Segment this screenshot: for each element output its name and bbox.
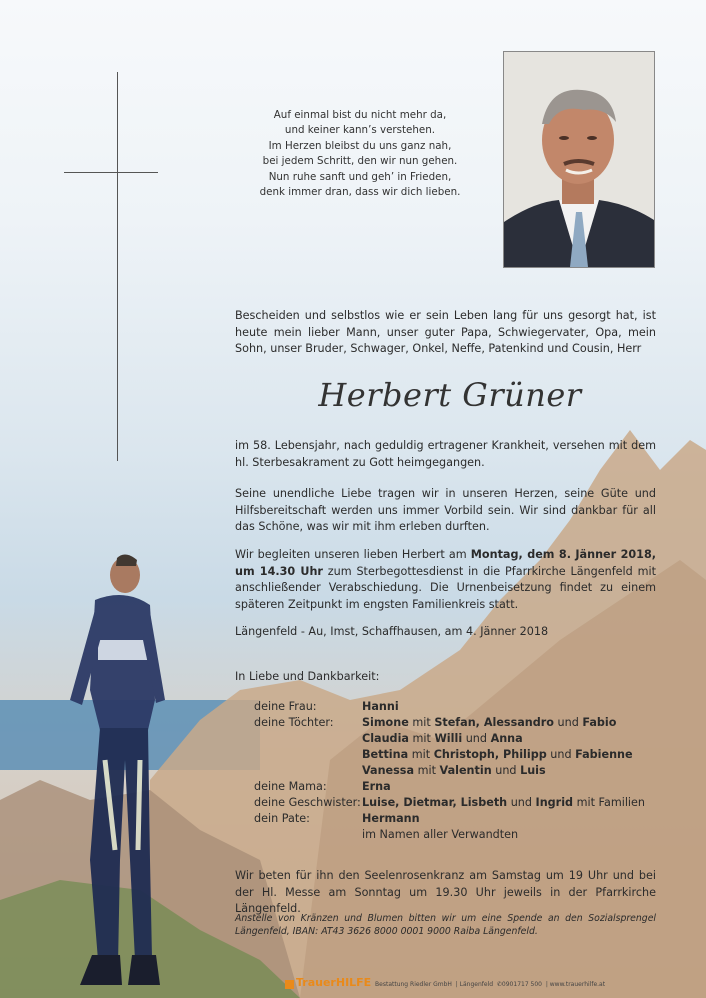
relation-label: deine Geschwister:	[254, 796, 361, 809]
donation-note: Anstelle von Kränzen und Blumen bitten wir um eine Spende an den Sozialsprengel Längenfeld, IBAN: AT43 3626 8000 0001 9000 Raiba Längenfeld.	[235, 913, 656, 937]
footer-bar: TrauerHILFE Bestattung Riedler GmbH | Längenfeld ✆0901717 500 | www.trauerhilfe.at	[285, 976, 605, 989]
relation-names: Hermann	[362, 812, 420, 825]
relation-names: Luise, Dietmar, Lisbeth und Ingrid mit Familien	[362, 796, 646, 809]
death-paragraph: im 58. Lebensjahr, nach geduldig ertragener Krankheit, versehen mit dem hl. Sterbesakrament zu Gott heimgegangen.	[235, 439, 656, 469]
place-and-date: Längenfeld - Au, Imst, Schaffhausen, am 4. Jänner 2018	[235, 625, 549, 638]
relation-names: Hanni	[362, 700, 399, 713]
relation-names: Vanessa mit Valentin und Luis	[362, 764, 546, 777]
relation-label: deine Mama:	[254, 780, 327, 793]
funeral-paragraph: Wir begleiten unseren lieben Herbert am Montag, dem 8. Jänner 2018, um 14.30 Uhr zum Sterbegottesdienst in die Pfarrkirche Längenfeld mit anschließender Verabschiedung. Die Urnenbeisetzung findet zu einem späteren Zeitpunkt im engsten Familienkreis statt.	[235, 548, 656, 611]
relation-label: deine Töchter:	[254, 716, 334, 729]
trauerhilfe-logo-icon	[285, 980, 294, 989]
footer-logo: TrauerHILFE	[296, 976, 372, 989]
poem-line: denk immer dran, dass wir dich lieben.	[259, 186, 461, 199]
intro-paragraph: Bescheiden und selbstlos wie er sein Leben lang für uns gesorgt hat, ist heute mein lieber Mann, unser guter Papa, Schwiegervater, Opa, mein Sohn, unser Bruder, Schwager, Onkel, Neffe, Patenkind und Cousin, Herr	[235, 309, 656, 356]
cross-horizontal-bar	[64, 172, 158, 173]
rosary-paragraph: Wir beten für ihn den Seelenrosenkranz am Samstag um 19 Uhr und bei der Hl. Messe am Sonntag um 19.30 Uhr jeweils in der Pfarrkirche Längenfeld.	[235, 869, 656, 916]
mourners-heading: In Liebe und Dankbarkeit:	[235, 670, 380, 683]
footer-company: Bestattung Riedler GmbH	[375, 981, 452, 988]
memorial-poem	[240, 108, 480, 200]
relation-label: deine Frau:	[254, 700, 317, 713]
relation-label: dein Pate:	[254, 812, 310, 825]
poem-line: Im Herzen bleibst du uns ganz nah,	[268, 139, 452, 152]
funeral-time: um 14.30 Uhr	[235, 564, 323, 578]
relation-names: Simone mit Stefan, Alessandro und Fabio	[362, 716, 617, 729]
poem-line: Nun ruhe sanft und geh’ in Frieden,	[268, 170, 452, 183]
portrait-photo	[503, 51, 655, 268]
deceased-name: Herbert Grüner	[318, 376, 582, 414]
poem-line: bei jedem Schritt, den wir nun gehen.	[262, 155, 458, 168]
footer-town: Längenfeld	[459, 981, 494, 988]
footer-phone: 0901717 500	[501, 981, 543, 988]
cross-vertical-bar	[117, 72, 118, 461]
relation-names: Bettina mit Christoph, Philipp und Fabienne	[362, 748, 633, 761]
poem-line: und keiner kann’s verstehen.	[284, 124, 436, 137]
poem-line: Auf einmal bist du nicht mehr da,	[273, 109, 447, 121]
phone-icon: ✆	[496, 981, 502, 988]
footer-web: www.trauerhilfe.at	[549, 981, 606, 988]
relation-names: Erna	[362, 780, 391, 793]
funeral-date: Montag, dem 8. Jänner 2018,	[470, 548, 656, 561]
love-paragraph: Seine unendliche Liebe tragen wir in unseren Herzen, seine Güte und Hilfsbereitschaft werden uns immer Vorbild sein. Wir sind dankbar für all das Schöne, was wir mit ihm erleben durften.	[235, 487, 656, 534]
relation-names: Claudia mit Willi und Anna	[362, 732, 523, 745]
relatives-line: im Namen aller Verwandten	[362, 828, 519, 841]
